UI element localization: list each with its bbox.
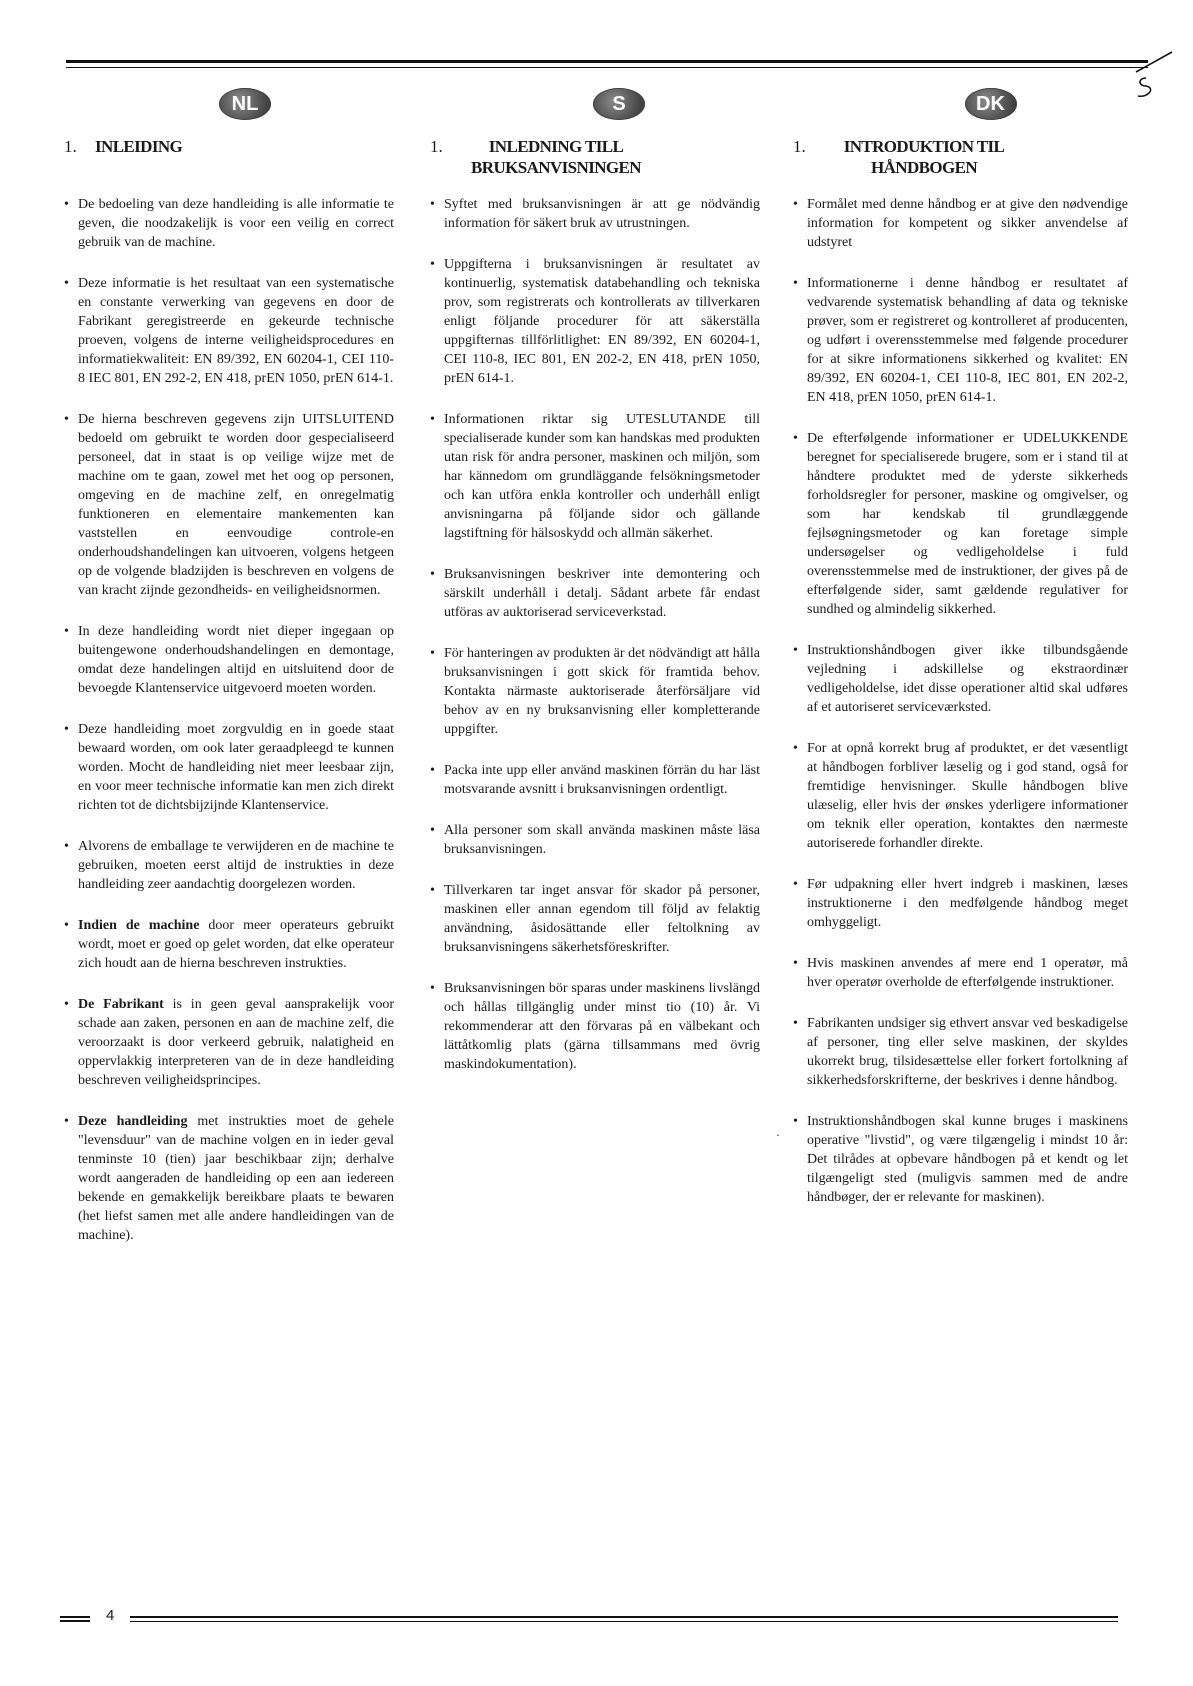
paragraph: • Indien de machine door meer operateurs gebruikt wordt, moet er goed op gelet worden, dat elke operateur zich houdt aan de hierna beschreven instrukties. <box>64 918 394 971</box>
bullet: • <box>793 1114 798 1129</box>
heading-title: INLEDNING TILL BRUKSANVISNINGEN <box>471 137 641 177</box>
bullet: • <box>64 197 69 212</box>
heading-title: INTRODUKTION TIL HÅNDBOGEN <box>843 137 1005 177</box>
bullet: • <box>430 567 435 582</box>
footer-bars <box>60 1616 90 1624</box>
paragraph: • Bruksanvisningen beskriver inte demontering och särskilt underhåll i detalj. Sådant arbete får endast utföras av auktoriserad serviceverkstad. <box>430 567 760 620</box>
bullet: • <box>64 276 69 291</box>
paragraph: • Informationen riktar sig UTESLUTANDE till specialiserade kunder som kan handskas med produkten utan risk för andra personer, maskinen och miljön, som har kännedom om grundläggande felsökningsmetoder och kan utföra enkla kontroller och underhåll enligt anvisningarna på följande sidor och gällande lagstiftning för hälsoskydd och allmän säkerhet. <box>430 412 760 541</box>
bullet: • <box>793 197 798 212</box>
bullet: • <box>430 883 435 898</box>
section-heading-nl <box>64 136 394 157</box>
bullet: • <box>64 624 69 639</box>
paragraph: • Hvis maskinen anvendes af mere end 1 operatør, må hver operatør overholde de efterfølgende instruktioner. <box>793 956 1128 990</box>
bullet: • <box>64 997 69 1012</box>
bullet: • <box>793 643 798 658</box>
bullet: • <box>64 412 69 427</box>
page-number: 4 <box>106 1607 115 1624</box>
bullet: • <box>430 981 435 996</box>
paragraph: • De efterfølgende informationer er UDELUKKENDE beregnet for specialiserede brugere, som er i stand til at håndtere produktet med de yderste sikkerheds forholdsregler for personer, maskine og omgivelser, og som har kendskab til grundlæggende fejlsøgningsmetoder og kan foretage simple undersøgelser og vedligeholdelse i fuld overensstemmelse med de instruktioner, der gives på de efterfølgende sider, samt gældende regulativer for sundhed og almindelig sikkerhed. <box>793 431 1128 617</box>
section-heading-s <box>430 136 760 178</box>
bottom-rule-thin <box>130 1621 1118 1622</box>
paragraph: • Fabrikanten undsiger sig ethvert ansvar ved beskadigelse af personer, ting eller selve maskinen, der skyldes ukorrekt brug, tilsidesættelse eller forkert fortolkning af sikkerhedsforskrifterne, der beskrives i denne håndbog. <box>793 1016 1128 1088</box>
language-badge-nl: NL <box>219 88 271 120</box>
stray-mark: · <box>776 1128 780 1142</box>
paragraph: • Alla personer som skall använda maskinen måste läsa bruksanvisningen. <box>430 823 760 857</box>
section-heading-dk <box>793 136 1128 178</box>
bullet: • <box>793 741 798 756</box>
paragraph: • Alvorens de emballage te verwijderen en de machine te gebruiken, moeten eerst altijd de instrukties in deze handleiding zeer aandachtig doorgelezen worden. <box>64 839 394 892</box>
bullet: • <box>793 1016 798 1031</box>
paragraph: • Deze handleiding moet zorgvuldig en in goede staat bewaard worden, om ook later geraadpleegd te kunnen worden. Mocht de handleiding niet meer leesbaar zijn, en voor meer technische informatie kan men zich direkt richten tot de dichtsbijzijnde Klantenservice. <box>64 722 394 813</box>
bullet: • <box>430 646 435 661</box>
paragraph: • Informationerne i denne håndbog er resultatet af vedvarende systematisk behandling af data og tekniske prøver, som er registreret og kontrolleret af producenten, og udført i overensstemmelse med følgende procedurer for at sikre informationens sikkerhed og kvalitet: EN 89/392, EN 60204-1, CEI 110-8, IEC 801, EN 202-2, EN 418, prEN 1050, prEN 614-1. <box>793 276 1128 405</box>
bullet: • <box>430 197 435 212</box>
paragraph: • Bruksanvisningen bör sparas under maskinens livslängd och hållas tillgänglig under minst tio (10) år. Vi rekommenderar att den förvaras på en välbekant och lättåtkomlig plats (gärna tillsammans med övrig maskindokumentation). <box>430 981 760 1072</box>
bullet: • <box>64 839 69 854</box>
top-rule <box>66 60 1148 63</box>
heading-title: INLEIDING <box>95 137 183 156</box>
bullet: • <box>64 722 69 737</box>
language-badge-s: S <box>593 88 645 120</box>
paragraph-list-s <box>430 195 760 1096</box>
bullet: • <box>793 877 798 892</box>
bullet: • <box>64 1114 69 1129</box>
paragraph: • Deze informatie is het resultaat van een systematische en constante verwerking van gegevens en door de Fabrikant geregistreerde en gekeurde technische proeven, volgens de interne veiligheidsprocedures en informatiekwaliteit: EN 89/392, EN 60204-1, CEI 110-8 IEC 801, EN 292-2, EN 418, prEN 1050, prEN 614-1. <box>64 276 394 386</box>
paragraph-list-nl <box>64 195 394 1267</box>
paragraph: • Deze handleiding met instrukties moet de gehele "levensduur" van de machine volgen en in ieder geval tenminste 10 (tien) jaar beschikbaar zijn; derhalve wordt aangeraden de handleiding op een aan iedereen bekende en gemakkelijk bereikbare plaats te bewaren (het liefst samen met alle andere handleidingen van de machine). <box>64 1114 394 1243</box>
bullet: • <box>430 412 435 427</box>
language-badge-dk: DK <box>965 88 1017 120</box>
bottom-rule <box>130 1616 1118 1618</box>
bullet: • <box>64 918 69 933</box>
paragraph: • De Fabrikant is in geen geval aansprakelijk voor schade aan zaken, personen en aan de machine zelf, die veroorzaakt is door verkeerd gebruik, nalatigheid en oppervlakkig interpreteren van de in deze handleiding beschreven veiligheidsprincipes. <box>64 997 394 1088</box>
paragraph: • For at opnå korrekt brug af produktet, er det væsentligt at håndbogen forbliver læselig og i god stand, også for fremtidige henvisninger. Skulle håndbogen blive ulæselig, eller hvis der ønskes yderligere informationer om teknik eller operation, kontaktes den nærmeste autoriserede forhandler direkte. <box>793 741 1128 851</box>
paragraph: • In deze handleiding wordt niet dieper ingegaan op buitengewone onderhoudshandelingen en demontage, omdat deze handelingen altijd en uitsluitend door de bevoegde Klantenservice uitgevoerd moeten worden. <box>64 624 394 696</box>
paragraph: • Instruktionshåndbogen skal kunne bruges i maskinens operative "livstid", og være tilgængelig i mindst 10 år: Det tilrådes at opbevare håndbogen på et kendt og let tilgængeligt sted (muligvis sammen med de andre håndbøger, der er relevante for maskinen). <box>793 1114 1128 1205</box>
paragraph: • För hanteringen av produkten är det nödvändigt att hålla bruksanvisningen i gott skick för framtida behov. Kontakta närmaste auktoriserade återförsäljare vid behov av en ny bruksanvisning eller kompletterande uppgifter. <box>430 646 760 737</box>
paragraph-list-dk <box>793 195 1128 1229</box>
paragraph: • Uppgifterna i bruksanvisningen är resultatet av kontinuerlig, systematisk databehandling och tekniska prov, som registrerats och kontrollerats av tillverkaren enligt följande procedurer för att säkerställa uppgifternas tillförlitlighet: EN 89/392, EN 60204-1, CEI 110-8, IEC 801, EN 202-2, EN 418, prEN 1050, prEN 614-1. <box>430 257 760 386</box>
paragraph: • Før udpakning eller hvert indgreb i maskinen, læses instruktionerne i den medfølgende håndbog meget omhyggeligt. <box>793 877 1128 930</box>
top-rule-thin <box>66 67 1148 68</box>
bullet: • <box>793 956 798 971</box>
bullet: • <box>430 823 435 838</box>
bullet: • <box>430 763 435 778</box>
paragraph: • Syftet med bruksanvisningen är att ge nödvändig information för säkert bruk av utrustningen. <box>430 197 760 231</box>
bullet: • <box>793 431 798 446</box>
bullet: • <box>793 276 798 291</box>
bullet: • <box>430 257 435 272</box>
paragraph: • De bedoeling van deze handleiding is alle informatie te geven, die noodzakelijk is voor een veilig en correct gebruik van de machine. <box>64 197 394 250</box>
paragraph: • De hierna beschreven gegevens zijn UITSLUITEND bedoeld om gebruikt te worden door gespecialiseerd personeel, dat in staat is op veilige wijze met de machine om te gaan, zowel met het oog op personen, omgeving en de machine zelf, en onregelmatig funktioneren en elementaire mankementen kan vaststellen en eenvoudige controle-en onderhoudshandelingen kan uitvoeren, volgens hetgeen op de volgende bladzijden is beschreven en volgens de van kracht zijnde gezondheids- en veiligheidsnormen. <box>64 412 394 598</box>
paragraph: • Packa inte upp eller använd maskinen förrän du har läst motsvarande avsnitt i bruksanvisningen ordentligt. <box>430 763 760 797</box>
paragraph: • Instruktionshåndbogen giver ikke tilbundsgående vejledning i adskillelse og ekstraordinær vedligeholdelse, idet disse operationer altid skal udføres af et autoriseret serviceværksted. <box>793 643 1128 715</box>
paragraph: • Formålet med denne håndbog er at give den nødvendige information for kompetent og sikker anvendelse af udstyret <box>793 197 1128 250</box>
heading-number: 1. <box>430 137 443 156</box>
heading-number: 1. <box>64 137 77 156</box>
paragraph: • Tillverkaren tar inget ansvar för skador på personer, maskinen eller annan egendom till följd av felaktig användning, åsidosättande eller feltolkning av bruksanvisningens säkerhetsföreskrifter. <box>430 883 760 955</box>
heading-number: 1. <box>793 137 806 156</box>
